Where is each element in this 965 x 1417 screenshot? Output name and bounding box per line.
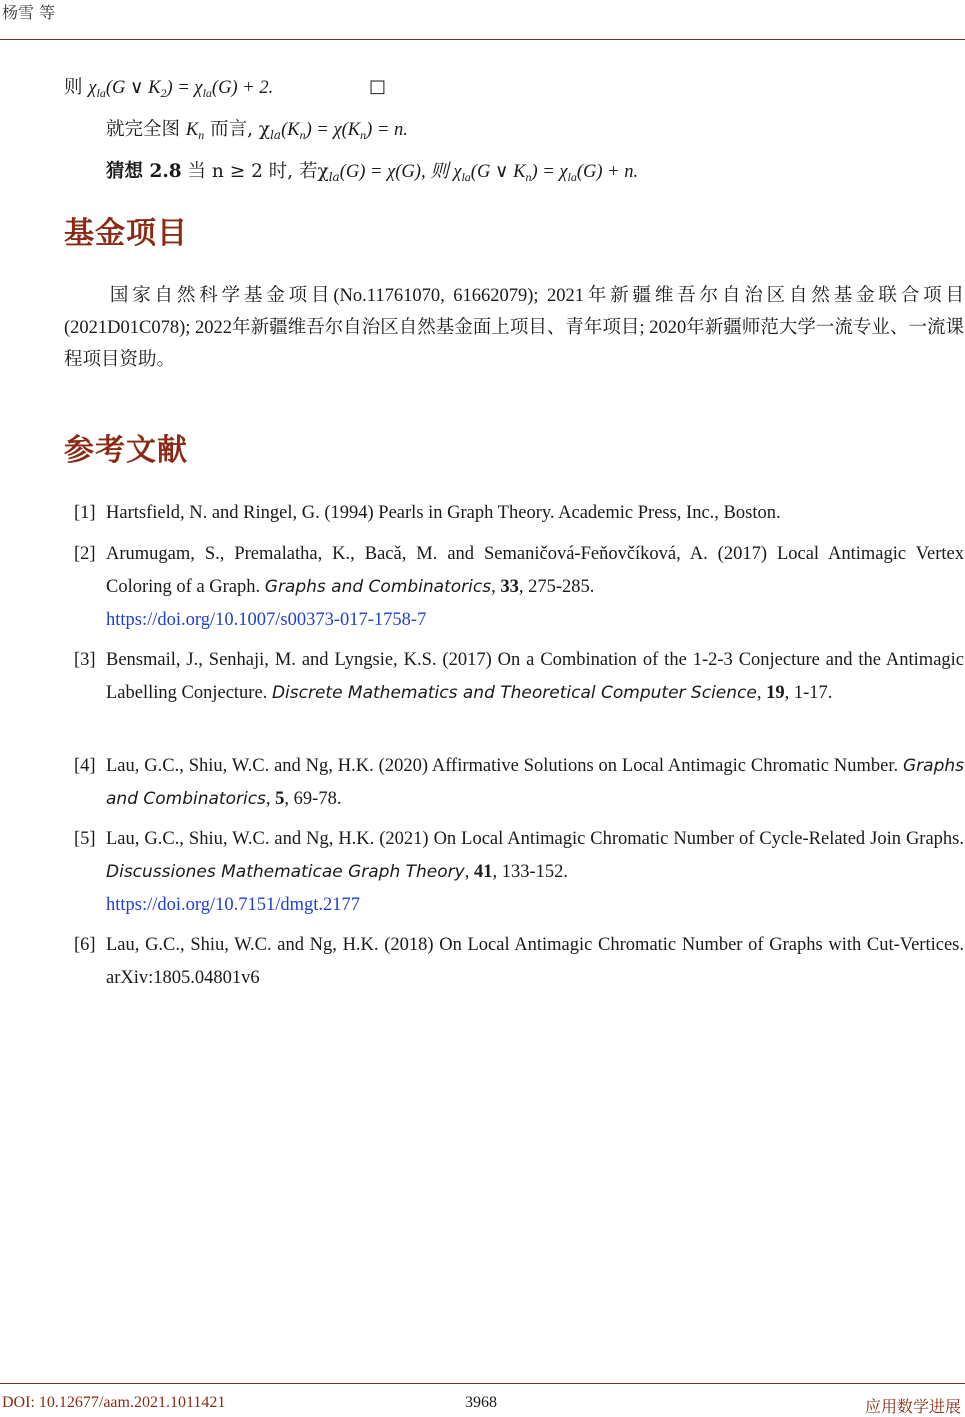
reference-number: [2] (74, 544, 96, 564)
reference-number: [4] (74, 756, 96, 776)
reference-number: [1] (74, 503, 96, 523)
reference-number: [6] (74, 935, 96, 955)
formula-part: (G) + n. (576, 162, 639, 182)
reference-citation: Arumugam, S., Premalatha, K., Bacǎ, M. and Semaničová-Feňovčíková, A. (2017) Local Antimagic Vertex Coloring of a Graph. (106, 544, 964, 597)
footer-divider (0, 1383, 965, 1384)
reference-item (64, 644, 964, 710)
references-heading: 参考文献 (64, 433, 188, 468)
formula-part: (G) + 2. (211, 78, 274, 98)
funding-text: 国家自然科学基金项目(No.11761070, 61662079); 2021年新疆维吾尔自治区自然基金联合项目(2021D01C078); 2022年新疆维吾尔自治区自然基金面上项目、青年项目; 2020年新疆师范大学一流专业、一流课程项目资助。 (64, 286, 964, 370)
reference-pages: , 133-152. (492, 862, 569, 882)
reference-item (64, 929, 964, 995)
formula-part: ) = n. (366, 120, 408, 140)
proof-prefix: 则 (64, 77, 89, 98)
text-part: 而言, χ (204, 119, 271, 140)
reference-text: Lau, G.C., Shiu, W.C. and Ng, H.K. (2020) Affirmative Solutions on Local Antimagic Chromatic Number. Graphs and Combinatorics, 5, 69-78. (106, 756, 964, 809)
reference-volume: 5 (275, 789, 285, 809)
formula-part: (G ∨ K (105, 78, 161, 98)
reference-citation: Lau, G.C., Shiu, W.C. and Ng, H.K. (2021) On Local Antimagic Chromatic Number of Cycle-Related Join Graphs. (106, 829, 964, 849)
reference-text (106, 929, 964, 995)
funding-heading: 基金项目 (64, 216, 188, 251)
reference-journal: Discussiones Mathematicae Graph Theory (106, 862, 465, 882)
subscript-la: la (328, 170, 340, 184)
formula-part: ) = χ(K (305, 120, 361, 140)
formula-part: (G ∨ K (470, 162, 526, 182)
reference-journal: Graphs and Combinatorics (264, 577, 492, 597)
subscript-la: la (567, 170, 577, 184)
proof-conclusion-line (64, 76, 273, 105)
reference-item (64, 538, 964, 637)
reference-pages: , 69-78. (284, 789, 342, 809)
subscript-la: la (461, 170, 471, 184)
formula-part: (K (281, 120, 300, 140)
formula-part: 当 n ≥ 2 时, 若χ (181, 161, 329, 182)
reference-volume: 41 (473, 862, 493, 882)
reference-journal: Graphs and Combinatorics (106, 756, 964, 809)
reference-text: Arumugam, S., Premalatha, K., Bacǎ, M. and Semaničová-Feňovčíková, A. (2017) Local Antimagic Vertex Coloring of a Graph. Graphs and Combinatorics, 33, 275-285. https://doi.org/10.1007/s00373-017-1758-7 (106, 538, 964, 637)
reference-text: Lau, G.C., Shiu, W.C. and Ng, H.K. (2021) On Local Antimagic Chromatic Number of Cycle-Related Join Graphs. Discussiones Mathematicae Graph Theory, 41, 133-152. https://doi.org/10.7151/dmgt.2177 (106, 823, 964, 922)
running-header-author: 杨雪 等 (2, 3, 56, 22)
funding-paragraph (64, 280, 964, 376)
footer-doi: DOI: 10.12677/aam.2021.1011421 (2, 1394, 226, 1411)
subscript-la: la (202, 86, 212, 100)
reference-pages: , 1-17. (784, 683, 833, 703)
header-divider (0, 39, 965, 40)
footer-journal-name: 应用数学进展 (864, 1399, 961, 1416)
reference-item (64, 497, 964, 530)
subscript-n: n (525, 170, 532, 184)
subscript-la: la (96, 86, 106, 100)
conjecture-label: 猜想 2.8 (106, 161, 182, 182)
subscript-n: n (198, 128, 205, 142)
conjecture-line (106, 160, 638, 189)
reference-number: [5] (74, 829, 96, 849)
text-part: 就完全图 (106, 119, 186, 140)
subscript-la: la (270, 128, 282, 142)
reference-pages: , 275-285. (518, 577, 595, 597)
qed-symbol: □ (369, 76, 387, 97)
reference-citation: Hartsfield, N. and Ringel, G. (1994) Pearls in Graph Theory. Academic Press, Inc., Boston. (106, 503, 781, 523)
reference-doi-link[interactable]: https://doi.org/10.1007/s00373-017-1758-7 (106, 610, 427, 630)
formula-part: K (185, 120, 199, 140)
reference-citation: Bensmail, J., Senhaji, M. and Lyngsie, K.S. (2017) On a Combination of the 1-2-3 Conjecture and the Antimagic Labelling Conjecture. (106, 650, 964, 703)
subscript-n: n (360, 128, 367, 142)
reference-number: [3] (74, 650, 96, 670)
reference-text: Bensmail, J., Senhaji, M. and Lyngsie, K.S. (2017) On a Combination of the 1-2-3 Conjecture and the Antimagic Labelling Conjecture. Discrete Mathematics and Theoretical Computer Science, 19, 1-17. (106, 650, 964, 703)
formula-part: ) = χ (166, 78, 203, 98)
footer-page-number: 3968 (465, 1394, 497, 1411)
complete-graph-line (106, 118, 408, 147)
reference-item (64, 750, 964, 816)
subscript-2: 2 (160, 86, 167, 100)
reference-item (64, 823, 964, 922)
reference-volume: 33 (500, 577, 519, 597)
reference-citation: Lau, G.C., Shiu, W.C. and Ng, H.K. (2020) Affirmative Solutions on Local Antimagic Chromatic Number. (106, 756, 903, 776)
reference-text (106, 497, 964, 530)
reference-journal: Discrete Mathematics and Theoretical Computer Science (271, 683, 757, 703)
chi-symbol: χ (88, 78, 97, 98)
reference-volume: 19 (766, 683, 785, 703)
reference-citation: Lau, G.C., Shiu, W.C. and Ng, H.K. (2018) On Local Antimagic Chromatic Number of Graphs with Cut-Vertices. arXiv:1805.04801v6 (106, 935, 964, 988)
formula-part: (G) = χ(G), 则 χ (339, 162, 462, 182)
reference-doi-link[interactable]: https://doi.org/10.7151/dmgt.2177 (106, 895, 361, 915)
subscript-n: n (299, 128, 306, 142)
formula-part: ) = χ (531, 162, 568, 182)
